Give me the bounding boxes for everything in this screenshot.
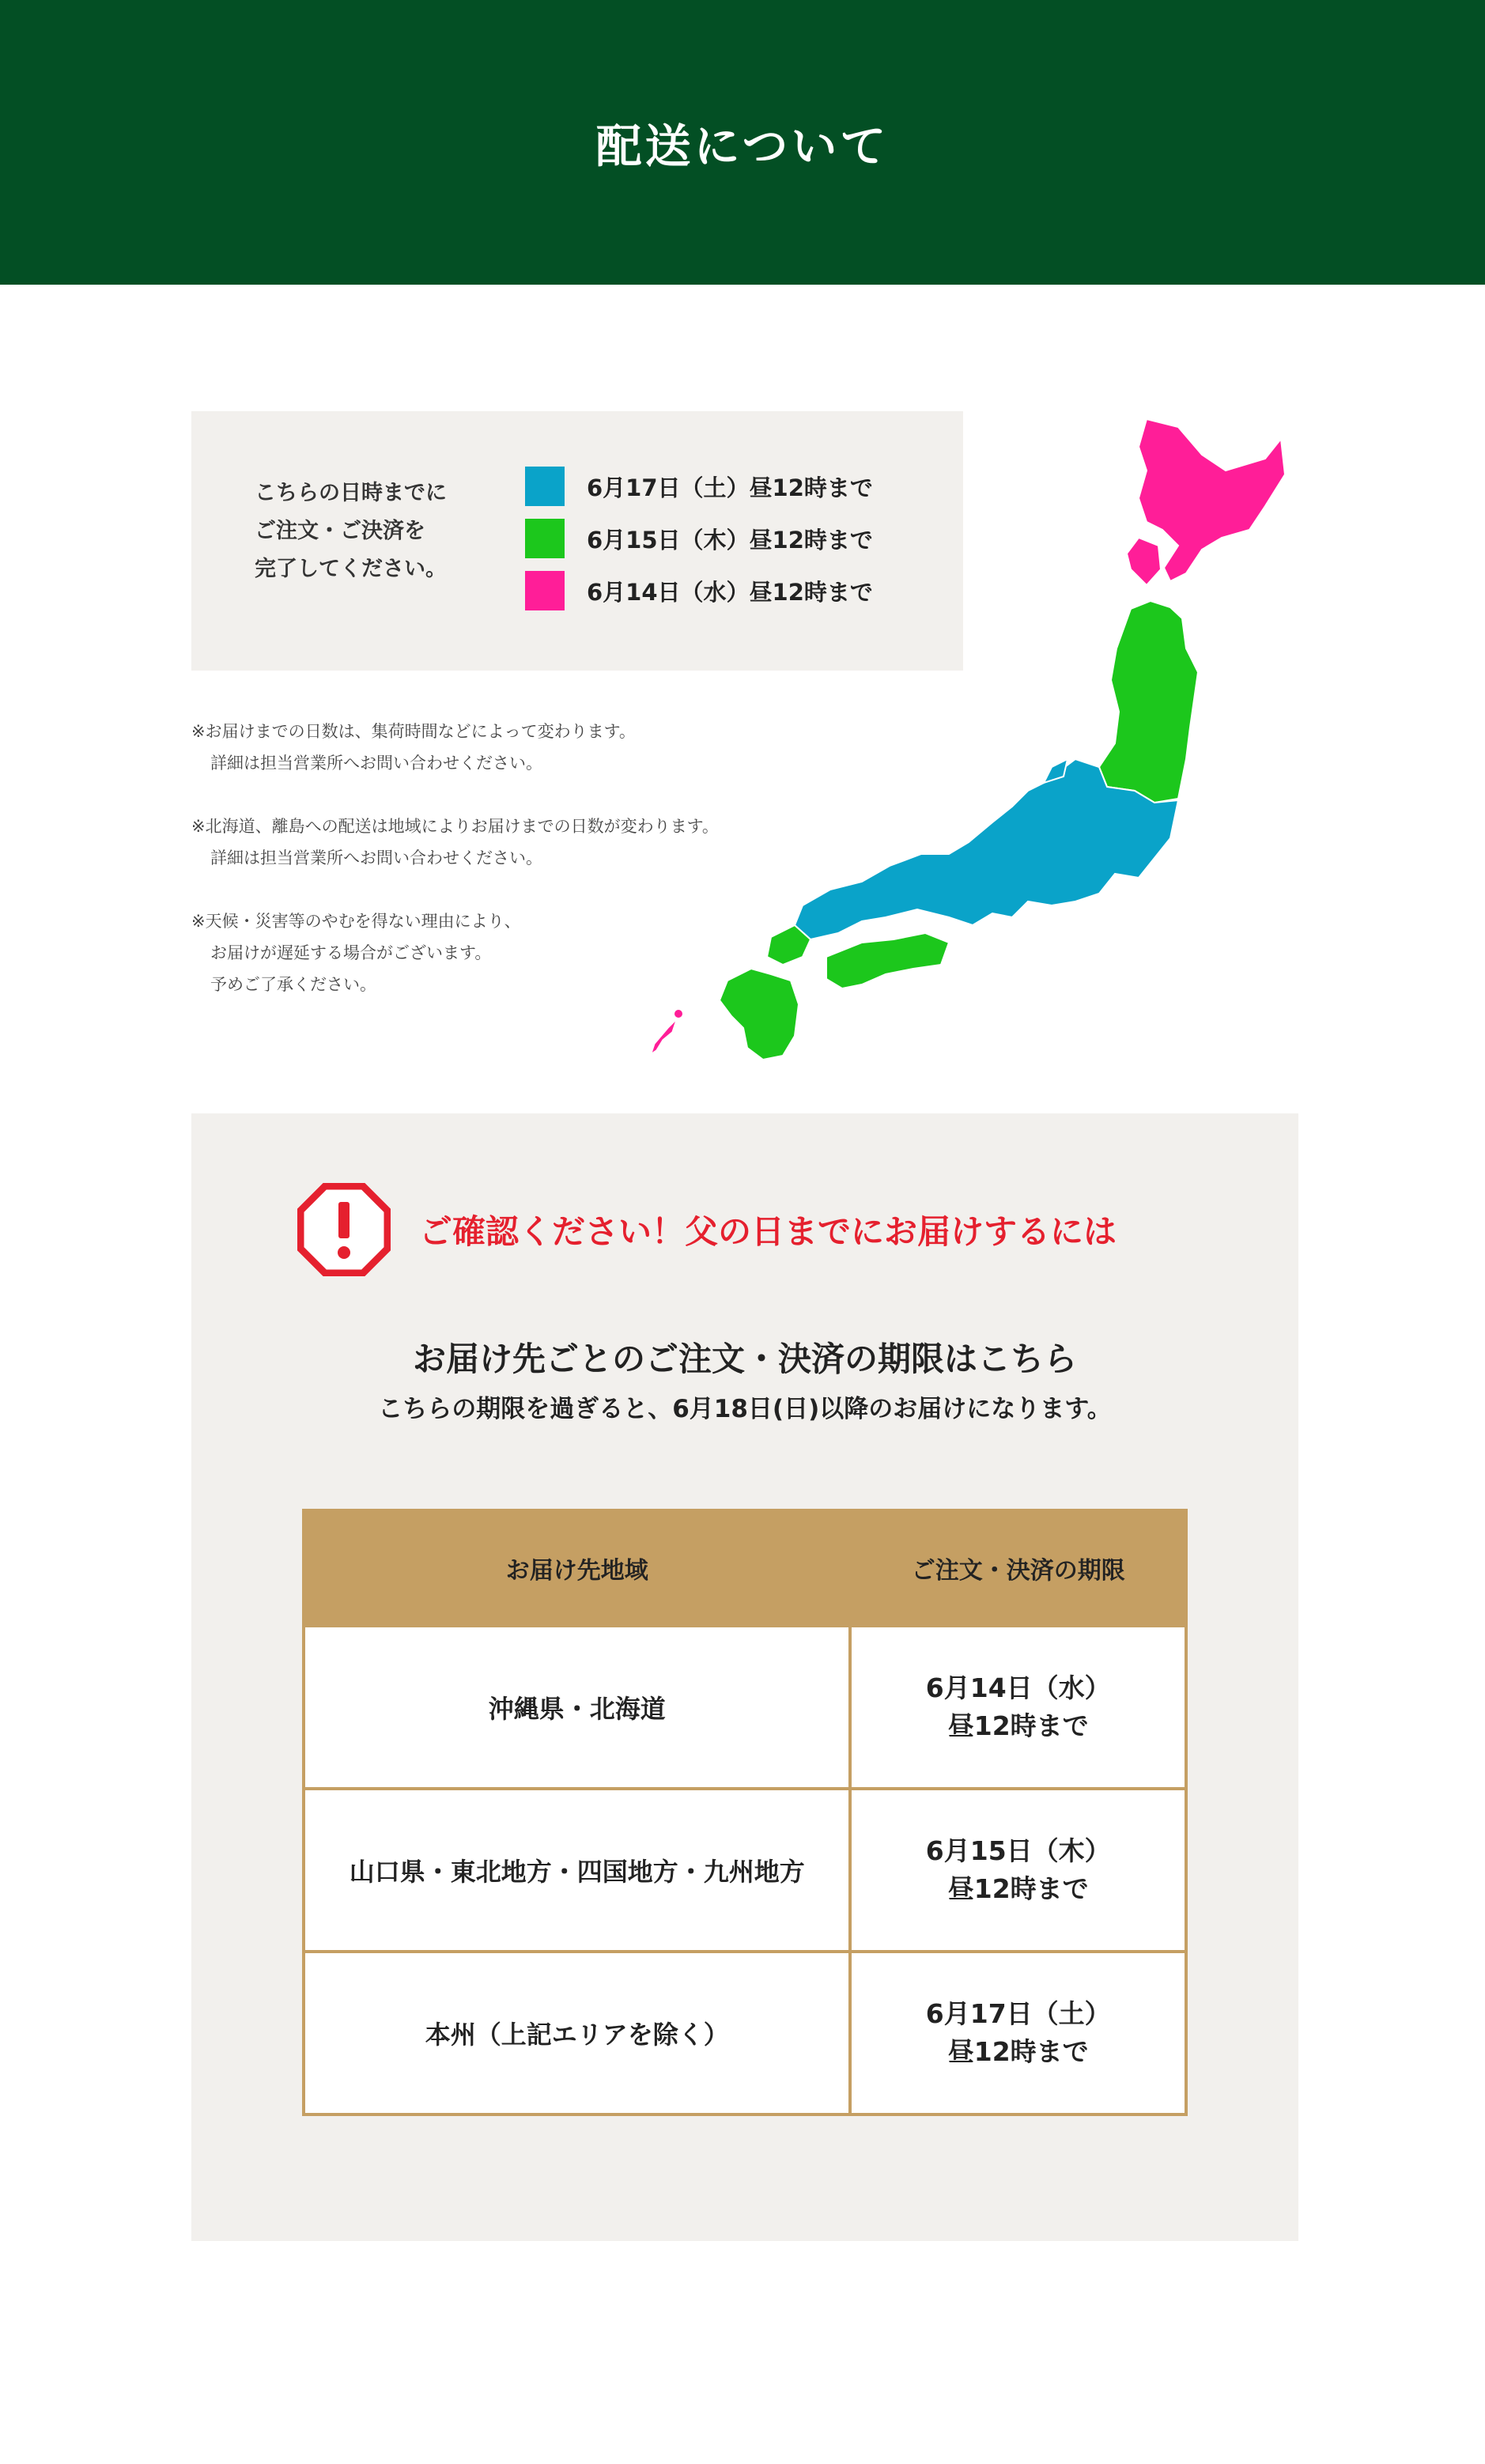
note-line: お届けが遅延する場合がございます。 xyxy=(210,943,492,962)
legend-label: 6月14日（水）昼12時まで xyxy=(587,578,873,606)
table-cell-deadline xyxy=(850,1626,1186,1789)
deadline-date: 6月15日（木） xyxy=(925,1835,1111,1866)
table-header-row xyxy=(304,1510,1186,1626)
note-line: 予めご了承ください。 xyxy=(210,975,376,994)
warning-text: ご確認ください！父の日までにお届けするには xyxy=(419,1212,1117,1251)
table-header-region: お届け先地域 xyxy=(304,1510,850,1626)
table-row xyxy=(304,1626,1186,1789)
japan-map xyxy=(633,411,1297,1060)
father-day-notice xyxy=(191,1113,1298,2241)
exclamation-octagon-icon xyxy=(297,1183,391,1276)
note-line: ※お届けまでの日数は、集荷時間などによって変わります。 xyxy=(191,722,636,741)
table-row xyxy=(304,1789,1186,1952)
legend-instruction xyxy=(255,474,447,588)
deadline-time: 昼12時まで xyxy=(947,1873,1089,1904)
page-title: 配送について xyxy=(595,119,890,173)
deadline-table xyxy=(302,1509,1188,2116)
map-region-kyushu xyxy=(720,969,799,1060)
deadline-title: お届け先ごとのご注文・決済の期限はこちら xyxy=(412,1340,1077,1378)
map-region-hokkaido-south xyxy=(1127,538,1161,585)
table-cell-region: 沖縄県・北海道 xyxy=(304,1626,850,1789)
note-line: 詳細は担当営業所へお問い合わせください。 xyxy=(210,848,542,867)
map-region-hokkaido xyxy=(1139,419,1285,581)
map-region-tohoku xyxy=(1099,601,1198,803)
table-cell-region: 山口県・東北地方・四国地方・九州地方 xyxy=(304,1789,850,1952)
table-cell-deadline xyxy=(850,1952,1186,2114)
legend-instruction-line: ご注文・ご決済を xyxy=(255,519,425,543)
legend-label: 6月17日（土）昼12時まで xyxy=(587,474,873,501)
note-line: ※天候・災害等のやむを得ない理由により、 xyxy=(191,912,521,931)
table-header-deadline: ご注文・決済の期限 xyxy=(850,1510,1186,1626)
legend-swatch-blue xyxy=(525,467,565,506)
table-row xyxy=(304,1952,1186,2114)
map-region-shikoku xyxy=(826,933,949,988)
deadline-date: 6月14日（水） xyxy=(925,1672,1111,1703)
legend-swatch-pink xyxy=(525,571,565,610)
map-region-okinawa xyxy=(652,1020,676,1053)
legend-instruction-line: 完了してください。 xyxy=(255,557,447,581)
warning-row xyxy=(297,1183,1117,1276)
legend-instruction-line: こちらの日時までに xyxy=(255,481,447,505)
legend-swatch-green xyxy=(525,519,565,558)
note-line: ※北海道、離島への配送は地域によりお届けまでの日数が変わります。 xyxy=(191,817,719,836)
legend-label: 6月15日（木）昼12時まで xyxy=(587,526,873,554)
table-cell-region: 本州（上記エリアを除く） xyxy=(304,1952,850,2114)
deadline-date: 6月17日（土） xyxy=(925,1998,1111,2029)
table-cell-deadline xyxy=(850,1789,1186,1952)
deadline-time: 昼12時まで xyxy=(947,2036,1089,2067)
note-line: 詳細は担当営業所へお問い合わせください。 xyxy=(210,754,542,773)
page-header xyxy=(0,0,1485,285)
map-island-okinawa xyxy=(674,1010,682,1018)
deadline-subtitle: こちらの期限を過ぎると、6月18日(日)以降のお届けになります。 xyxy=(378,1395,1112,1423)
deadline-time: 昼12時まで xyxy=(947,1710,1089,1741)
